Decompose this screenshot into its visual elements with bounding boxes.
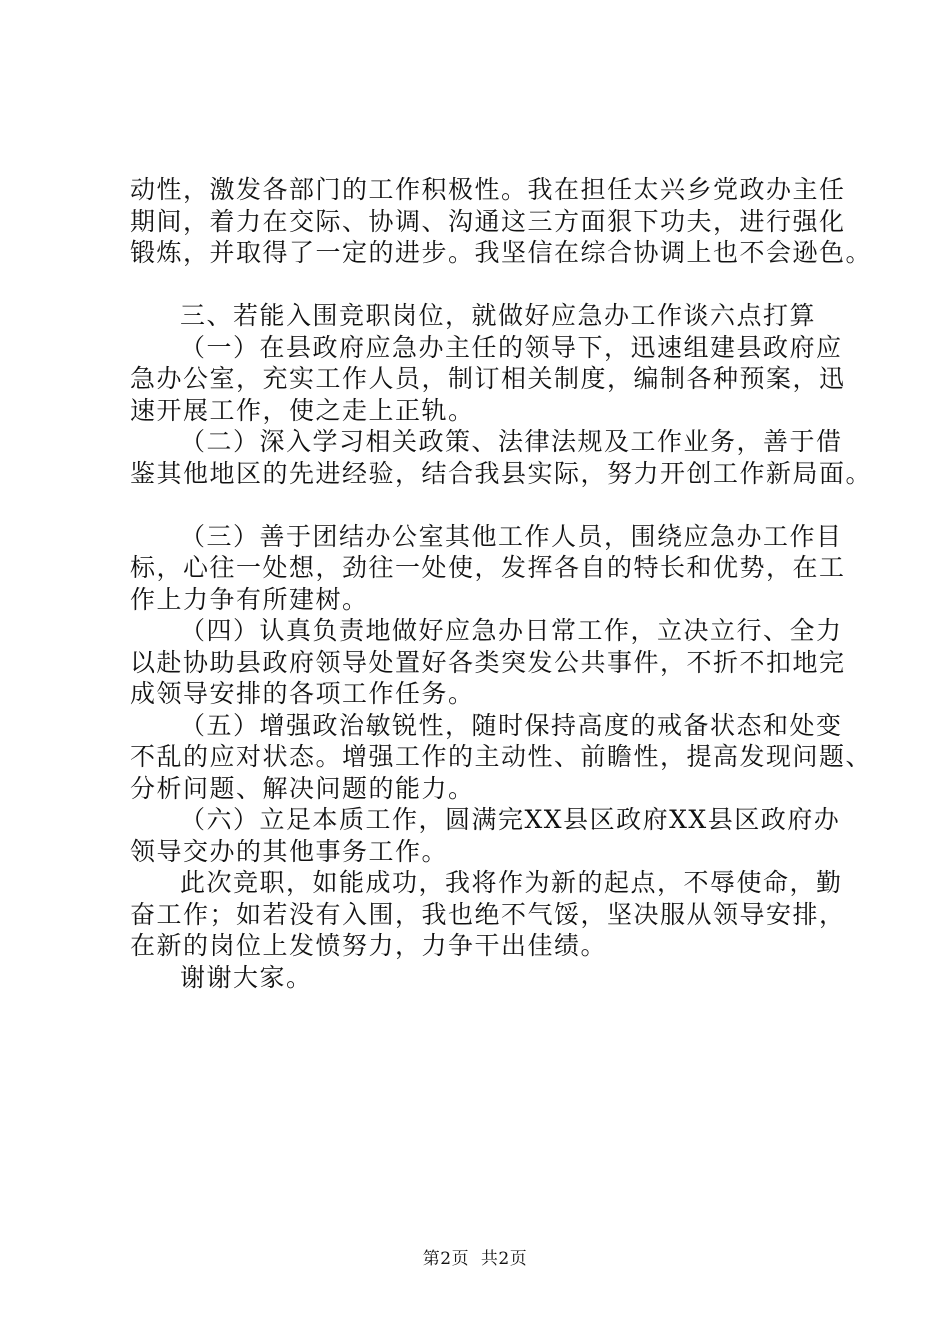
paragraph-line: 鉴其他地区的先进经验，结合我县实际，努力开创工作新局面。 xyxy=(130,458,873,488)
paragraph-line: 在新的岗位上发愤努力，力争干出佳绩。 xyxy=(130,931,608,960)
paragraph-line: 标，心往一处想，劲往一处使，发挥各自的特长和优势，在工 xyxy=(130,553,846,582)
page-number-label: 第2页 共2页 xyxy=(422,1249,528,1269)
blank-line xyxy=(130,489,860,521)
paragraph-line: （六）立足本质工作，圆满完XX县区政府XX县区政府办 xyxy=(180,805,841,834)
paragraph-line: 领导交办的其他事务工作。 xyxy=(130,836,449,866)
paragraph-line: （四）认真负责地做好应急办日常工作，立决立行、全力 xyxy=(180,616,843,645)
paragraph-line: 速开展工作，使之走上正轨。 xyxy=(130,395,475,425)
paragraph-line: 不乱的应对状态。增强工作的主动性、前瞻性，提高发现问题、 xyxy=(130,742,873,771)
paragraph-line: 急办公室，充实工作人员，制订相关制度，编制各种预案，迅 xyxy=(130,364,846,393)
blank-line xyxy=(130,269,860,301)
paragraph-line: 动性，激发各部门的工作积极性。我在担任太兴乡党政办主任 xyxy=(130,175,846,204)
paragraph-line: （一）在县政府应急办主任的领导下，迅速组建县政府应 xyxy=(180,332,843,362)
paragraph-line: （二）深入学习相关政策、法律法规及工作业务，善于借 xyxy=(180,427,843,456)
paragraph-line: （三）善于团结办公室其他工作人员，围绕应急办工作目 xyxy=(180,521,843,551)
paragraph-line: 成领导安排的各项工作任务。 xyxy=(130,679,475,708)
page-footer xyxy=(0,1244,950,1269)
paragraph-line: 分析问题、解决问题的能力。 xyxy=(130,773,475,803)
paragraph-line: 奋工作；如若没有入围，我也绝不气馁，坚决服从领导安排， xyxy=(130,899,846,929)
document-body xyxy=(130,174,873,993)
section-heading: 三、若能入围竞职岗位，就做好应急办工作谈六点打算 xyxy=(180,301,817,330)
paragraph-line: 此次竞职，如能成功，我将作为新的起点，不辱使命，勤 xyxy=(180,868,843,897)
closing-line: 谢谢大家。 xyxy=(180,962,313,992)
paragraph-line: 作上力争有所建树。 xyxy=(130,584,369,614)
paragraph-line: 锻炼，并取得了一定的进步。我坚信在综合协调上也不会逊色。 xyxy=(130,238,873,267)
paragraph-line: （五）增强政治敏锐性，随时保持高度的戒备状态和处变 xyxy=(180,710,843,740)
paragraph-line: 期间，着力在交际、协调、沟通这三方面狠下功夫，进行强化 xyxy=(130,206,846,236)
paragraph-line: 以赴协助县政府领导处置好各类突发公共事件，不折不扣地完 xyxy=(130,647,846,677)
